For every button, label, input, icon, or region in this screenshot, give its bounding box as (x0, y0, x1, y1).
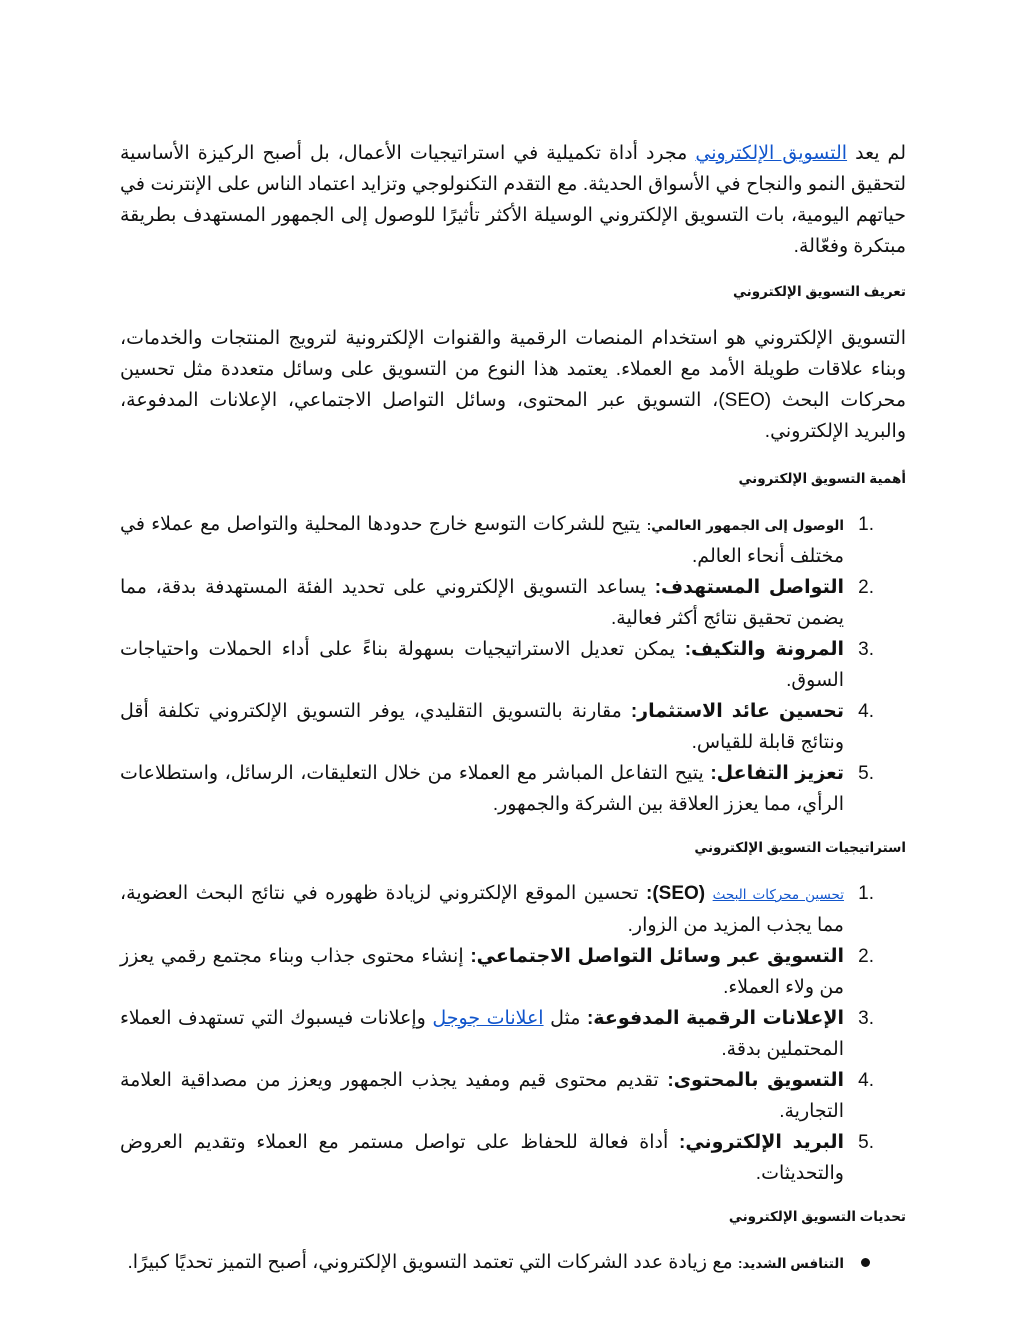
seo-link[interactable]: تحسين محركات البحث (712, 887, 845, 902)
bullet-icon (861, 1258, 870, 1267)
intro-link[interactable]: التسويق الإلكتروني (695, 143, 848, 164)
item-term: تعزيز التفاعل: (710, 763, 844, 784)
item-text: يساعد التسويق الإلكتروني على تحديد الفئة المستهدفة بدقة، مما يضمن تحقيق نتائج أكثر فعالية. (120, 577, 844, 629)
list-item (120, 1003, 906, 1065)
document-page (120, 138, 906, 1279)
item-term: التسويق عبر وسائل التواصل الاجتماعي: (470, 946, 844, 967)
list-number: 2. (858, 577, 874, 598)
list-item (120, 758, 906, 820)
item-term: الوصول إلى الجمهور العالمي: (646, 518, 845, 533)
definition-paragraph: التسويق الإلكتروني هو استخدام المنصات الرقمية والقنوات الإلكترونية لترويج المنتجات والخدمات، وبناء علاقات طويلة الأمد مع العملاء. يعتمد هذا النوع من التسويق على وسائل متعددة مثل تحسين محركات البحث (SEO)، التسويق عبر المحتوى، وسائل التواصل الاجتماعي، الإعلانات المدفوعة، والبريد الإلكتروني. (120, 328, 906, 442)
challenges-heading: تحديات التسويق الإلكتروني (728, 1209, 906, 1224)
item-text: يتيح للشركات التوسع خارج حدودها المحلية والتواصل مع عملاء في مختلف أنحاء العالم. (120, 514, 844, 567)
item-term: الإعلانات الرقمية المدفوعة: (586, 1008, 844, 1029)
list-number: 4. (858, 1070, 874, 1091)
item-text: تقديم محتوى قيم ومفيد يجذب الجمهور ويعزز من مصداقية العلامة التجارية. (120, 1070, 844, 1122)
intro-text-start: لم يعد (847, 143, 906, 164)
item-text: تحسين الموقع الإلكتروني لزيادة ظهوره في نتائج البحث العضوية، مما يجذب المزيد من الزوار. (120, 883, 844, 936)
strategies-list (120, 878, 906, 1189)
item-text: وإعلانات فيسبوك التي تستهدف العملاء المحتملين بدقة. (120, 1008, 844, 1060)
item-text: يتيح التفاعل المباشر مع العملاء من خلال التعليقات، الرسائل، واستطلاعات الرأي، مما يعزز العلاقة بين الشركة والجمهور. (120, 763, 844, 815)
list-number: 3. (858, 639, 874, 660)
item-term: (SEO): (646, 883, 713, 904)
strategies-heading: استراتيجيات التسويق الإلكتروني (694, 840, 906, 855)
list-item (120, 941, 906, 1003)
intro-text-end: مجرد أداة تكميلية في استراتيجيات الأعمال، بل أصبح الركيزة الأساسية لتحقيق النمو والنجاح في الأسواق الحديثة. مع التقدم التكنولوجي وتزايد اعتماد الناس على الإنترنت في حياتهم اليومية، بات التسويق الإلكتروني الوسيلة الأكثر تأثيرًا للوصول إلى الجمهور المستهدف بطريقة مبتكرة وفعّالة. (120, 143, 906, 257)
item-term: تحسين عائد الاستثمار: (630, 701, 844, 722)
list-number: 5. (858, 1132, 874, 1153)
item-text: إنشاء محتوى جذاب وبناء مجتمع رقمي يعزز من ولاء العملاء. (120, 946, 844, 998)
list-item (120, 572, 906, 634)
item-text: أداة فعالة للحفاظ على تواصل مستمر مع العملاء وتقديم العروض والتحديثات. (120, 1132, 844, 1184)
list-item (120, 696, 906, 758)
definition-heading: تعريف التسويق الإلكتروني (732, 284, 906, 299)
intro-paragraph (120, 138, 906, 262)
list-item (120, 634, 906, 696)
item-term: التنافس الشديد: (737, 1256, 844, 1271)
challenges-list (120, 1247, 906, 1279)
item-text: يمكن تعديل الاستراتيجيات بسهولة بناءً على أداء الحملات واحتياجات السوق. (120, 639, 844, 691)
list-number: 3. (858, 1008, 874, 1029)
item-text: مقارنة بالتسويق التقليدي، يوفر التسويق الإلكتروني تكلفة أقل ونتائج قابلة للقياس. (120, 701, 844, 753)
list-item (120, 1247, 906, 1279)
item-term: المرونة والتكيف: (684, 639, 844, 660)
list-item (120, 509, 906, 572)
item-text: مع زيادة عدد الشركات التي تعتمد التسويق الإلكتروني، أصبح التميز تحديًا كبيرًا. (127, 1252, 738, 1273)
item-term: التواصل المستهدف: (654, 577, 844, 598)
google-ads-link[interactable]: اعلانات جوجل (432, 1008, 544, 1029)
item-text: مثل (543, 1008, 587, 1029)
item-term: التسويق بالمحتوى: (667, 1070, 844, 1091)
list-number: 4. (858, 701, 874, 722)
list-item (120, 1065, 906, 1127)
list-item (120, 1127, 906, 1189)
importance-list (120, 509, 906, 820)
list-number: 2. (858, 946, 874, 967)
list-number: 5. (858, 763, 874, 784)
importance-heading: أهمية التسويق الإلكتروني (738, 471, 906, 486)
list-number: 1. (858, 883, 874, 904)
list-item (120, 878, 906, 941)
list-number: 1. (858, 514, 874, 535)
item-term: البريد الإلكتروني: (679, 1132, 844, 1153)
